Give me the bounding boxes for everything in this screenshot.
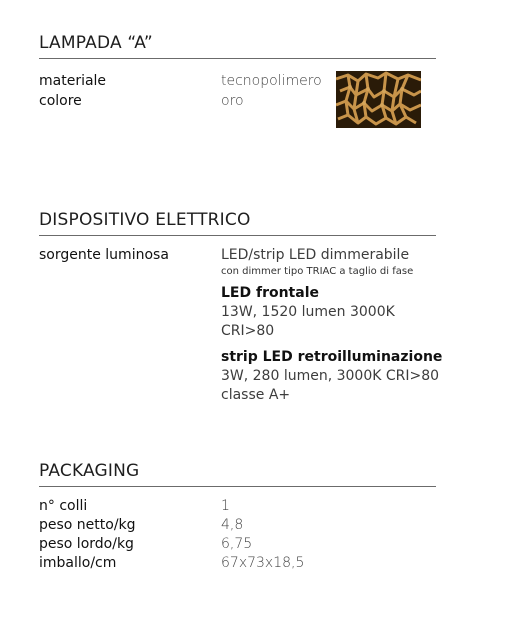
front-led-title: LED frontale xyxy=(221,285,319,301)
spec-value-peso-lordo: 6,75 xyxy=(221,536,253,552)
spec-row-colli xyxy=(39,497,436,516)
strip-led-title: strip LED retroilluminazione xyxy=(221,349,443,365)
spec-label-materiale: materiale xyxy=(39,73,107,89)
section-title-dispositivo: DISPOSITIVO ELETTRICO xyxy=(39,209,436,236)
gold-texture-image xyxy=(336,71,421,128)
section-packaging xyxy=(39,460,436,573)
spec-value-colore: oro xyxy=(221,93,244,109)
spec-label-colore: colore xyxy=(39,93,82,109)
spec-label-peso-netto: peso netto/kg xyxy=(39,517,136,533)
spec-label-colli: n° colli xyxy=(39,498,88,514)
front-led-specs: 13W, 1520 lumen 3000K CRI>80 xyxy=(221,304,395,339)
spec-value-materiale: tecnopolimero xyxy=(221,73,322,89)
spec-row-peso-netto xyxy=(39,516,436,535)
section-lampada xyxy=(39,32,436,131)
spec-value-imballo: 67x73x18,5 xyxy=(221,555,305,571)
lampada-details xyxy=(39,71,436,131)
section-title-lampada: LAMPADA “A” xyxy=(39,32,436,59)
light-source-value: LED/strip LED dimmerabile xyxy=(221,247,410,263)
gold-texture-swatch xyxy=(336,71,421,128)
dispositivo-details xyxy=(39,246,443,403)
spec-value-peso-netto: 4,8 xyxy=(221,517,244,533)
spec-label-peso-lordo: peso lordo/kg xyxy=(39,536,134,552)
spec-value-colli: 1 xyxy=(221,498,230,514)
electrical-specs xyxy=(221,246,451,405)
packaging-details xyxy=(39,497,436,573)
spec-row-peso-lordo xyxy=(39,535,436,554)
dimmer-note: con dimmer tipo TRIAC a taglio di fase xyxy=(221,266,414,277)
strip-led-specs: 3W, 280 lumen, 3000K CRI>80 xyxy=(221,368,440,384)
section-title-packaging: PACKAGING xyxy=(39,460,436,487)
section-dispositivo xyxy=(39,209,443,403)
spec-label-imballo: imballo/cm xyxy=(39,555,117,571)
spec-label-sorgente: sorgente luminosa xyxy=(39,247,169,263)
energy-class: classe A+ xyxy=(221,387,291,403)
spec-row-imballo xyxy=(39,554,436,573)
